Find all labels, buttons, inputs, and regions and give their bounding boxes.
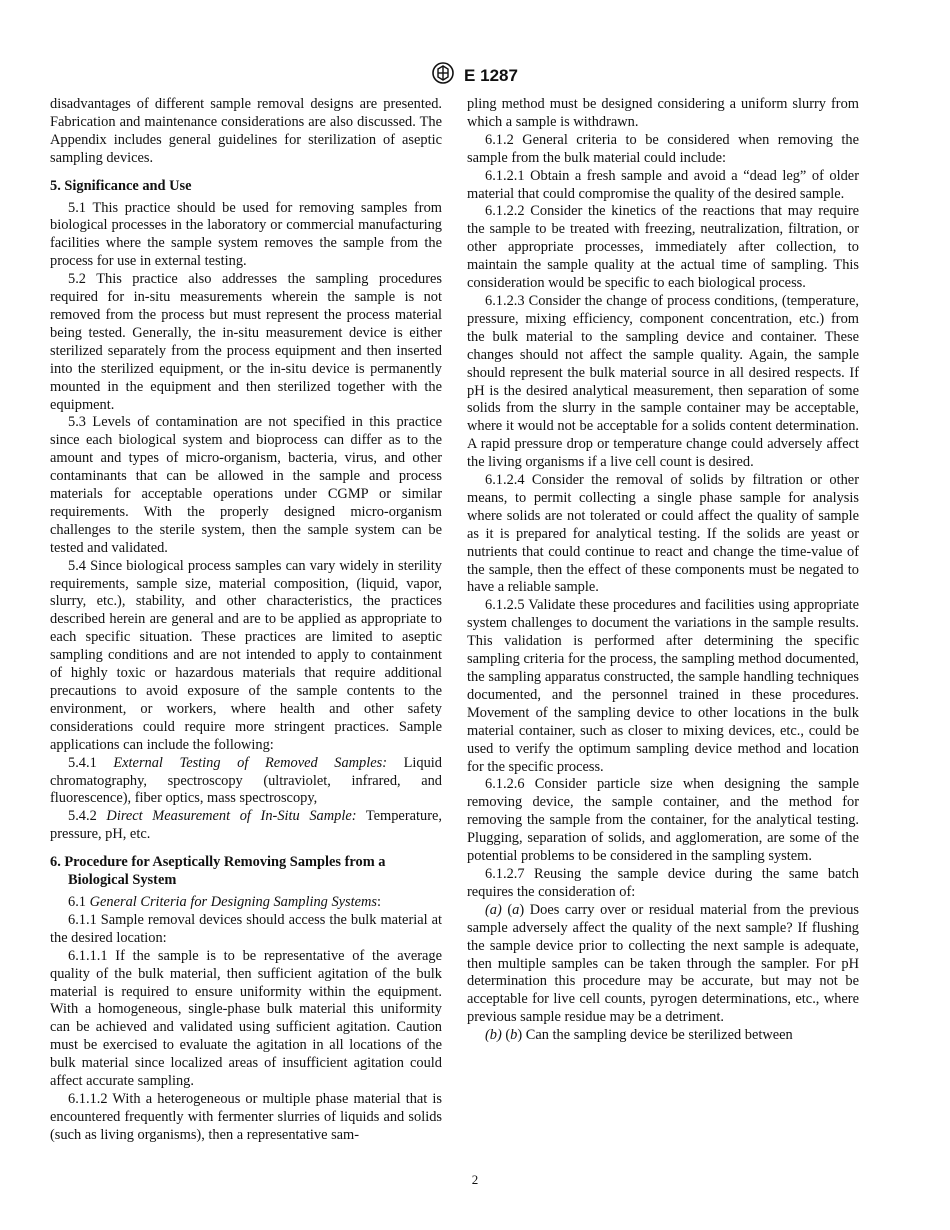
item-label: (a): [485, 901, 502, 918]
paragraph-6-1-2-5: 6.1.2.5 Validate these procedures and facilities using appropriate system challenges to document the variations in the sample results. This validation is performed after determining the specific sampling criteria for the process, the sampling method documented, the sampling apparatus constructed, the sample handling techniques documented, and the personnel trained in these procedures. Movement of the sampling device to other locations in the bulk material container, such as closer to mixing devices, etc., could be used to verify the optimum sampling device method and location for the specific process.: [467, 597, 859, 775]
item-text: Can the sampling device be sterilized between: [525, 1027, 793, 1044]
paragraph-5-4: 5.4 Since biological process samples can vary widely in sterility requirements, sample size, material composition, (liquid, vapor, slurry, etc.), stability, and other characteristics, the practices described herein are general and are to be applied as appropriate to each specific situation. These practices are limited to aseptic sampling conditions and are not intended to apply to containment of highly toxic or hazardous materials that require additional precautions to avoid exposure of the sample contents to the environment, or workers, where health and other safety considerations could require more stringent practices. Sample applications can include the following:: [50, 557, 442, 753]
item-label-inner: a: [512, 901, 520, 918]
item-label-inner: b: [510, 1027, 518, 1044]
italic-title: Direct Measurement of In-Situ Sample:: [106, 808, 357, 825]
right-column: [467, 96, 859, 1045]
section-6-heading: 6. Procedure for Aseptically Removing Samples from a Biological System: [50, 854, 386, 889]
intro-paragraph: disadvantages of different sample removal designs are presented. Fabrication and maintenance considerations are also discussed. The Appendix includes general guidelines for sterilization of aseptic sampling devices.: [50, 96, 442, 166]
left-column: [50, 96, 442, 1145]
paragraph-5-4-1: [50, 755, 442, 809]
section-5-heading: 5. Significance and Use: [50, 177, 192, 194]
paragraph-6-1-2-7: 6.1.2.7 Reusing the sample device during the same batch requires the consideration of:: [467, 865, 859, 900]
body-text: Temperature, pressure, pH, etc.: [50, 808, 442, 843]
item-b: (b) (b) Can the sampling device be sterilized between: [485, 1027, 793, 1044]
paragraph-6-1-1-1: 6.1.1.1 If the sample is to be representative of the average quality of the bulk material, then sufficient agitation of the bulk material is required to ensure uniformity within the equipment. With a homogeneous, single-phase bulk material this uniformity can be achieved and validated using sufficient agitation. Caution must be exercised to evaluate the agitation in all locations of the bulk material since localized areas of insufficient agitation could affect accurate sampling.: [50, 947, 442, 1090]
number: 5.4.2: [68, 808, 97, 825]
paragraph-6-1-2-6: 6.1.2.6 Consider particle size when designing the sample removing device, the sample container, and the method for removing the sample from the container, for the analytical testing. Plugging, separation of solids, and agglomeration, are some of the potential problems to be considered in the sampling system.: [467, 776, 859, 865]
colon: :: [377, 893, 382, 910]
number: 5.4.1: [68, 754, 97, 771]
body-text: Liquid chromatography, spectroscopy (ultraviolet, infrared, and fluorescence), fiber optics, mass spectroscopy,: [50, 754, 442, 807]
paragraph-5-3: 5.3 Levels of contamination are not specified in this practice since each biological system and bioprocess can differ as to the amount and types of micro-organism, bacteria, virus, and other contaminants that can be allowed in the sample and process materials for acceptable operations under CGMP or similar requirements. With the properly designed micro-organism challenges to the sterile system, then the sample system can be tested and validated.: [50, 414, 442, 556]
italic-title: External Testing of Removed Samples:: [113, 754, 388, 771]
paragraph-6-1-2-3: 6.1.2.3 Consider the change of process conditions, (temperature, pressure, mixing efficiency, component concentration, etc.) from the bulk material to the sampling device and container. These changes should not affect the sample quality. Again, the sample should represent the bulk material source in all desired respects. If pH is the desired analytical measurement, then separation of some solids from the slurry in the sample container may be acceptable, where it would not be acceptable for a solids content determination. A rapid pressure drop or temperature change could adversely affect the living organisms if a live cell count is desired.: [467, 292, 859, 471]
number: 6.1: [68, 893, 86, 910]
paragraph-5-2: 5.2 This practice also addresses the sampling procedures required for in-situ measurements wherein the sample is not removed from the process but must represent the process material being tested. Generally, the in-situ measurement device is either sterilized separately from the process equipment and then inserted into the sterilized equipment, or the in-situ device is permanently mounted in the equipment and then sterilized together with the equipment.: [50, 271, 442, 413]
page-number: 2: [471, 1172, 479, 1187]
paragraph-6-1-2-1: 6.1.2.1 Obtain a fresh sample and avoid a “dead leg” of older material that could compromise the quality of the desired sample.: [467, 167, 859, 202]
paragraph-5-1: 5.1 This practice should be used for removing samples from biological processes in the laboratory or commercial manufacturing facilities where the sample system removes the sample from the process for use in external testing.: [50, 199, 442, 270]
page-header: [0, 62, 950, 89]
paragraph-5-4-2: [50, 808, 442, 844]
item-text: Does carry over or residual material from the previous sample adversely affect the quality of the next sample? If flushing the sample device prior to collecting the next sample is adequate, then multiple samples can be taken through the sampler. For pH determination this procedure may be accurate, but may not be acceptable for live cell counts, pyrogen determinations, etc., where previous sample residue may be a detriment.: [467, 901, 860, 1026]
continued-paragraph: pling method must be designed considering a uniform slurry from which a sample is withdrawn.: [467, 96, 859, 130]
paragraph-6-1-2-4: 6.1.2.4 Consider the removal of solids by filtration or other means, to permit collecting a single phase sample for analysis where solids are not tolerated or could affect the quality of sample as it is prepared for analytical testing. If the solids are yeast or nutrients that could continue to react and change the time-value of the sample, then the effect of these components must be negated to have a reliable sample.: [467, 472, 859, 596]
paragraph-6-1-1-2: 6.1.1.2 With a heterogeneous or multiple phase material that is encountered frequently with fermenter slurries of liquids and solids (such as living organisms), then a representative sam-: [50, 1090, 442, 1143]
item-label: (b): [485, 1027, 502, 1044]
paragraph-6-1-2-2: 6.1.2.2 Consider the kinetics of the reactions that may require the sample to be treated with freezing, neutralization, filtration, or other appropriate processes, immediately after collection, to maintain the sample quality at the actual time of sampling. This consideration would be specific to each biological process.: [467, 203, 859, 292]
paragraph-6-1-1: 6.1.1 Sample removal devices should access the bulk material at the desired location:: [50, 911, 442, 946]
paragraph-6-1: [50, 894, 442, 912]
astm-logo-icon: [432, 62, 454, 89]
standard-designation: E 1287: [464, 65, 518, 85]
italic-title: General Criteria for Designing Sampling Systems: [89, 893, 378, 910]
item-a: (a) (a) Does carry over or residual material from the previous sample adversely affect the quality of the next sample? If flushing the sample device prior to collecting the next sample is adequate, then multiple samples can be taken through the sampler. For pH determination this procedure may be accurate, but may not be acceptable for live cell counts, pyrogen determinations, etc., where previous sample residue may be a detriment.: [467, 901, 860, 1026]
paragraph-6-1-2: 6.1.2 General criteria to be considered when removing the sample from the bulk material could include:: [467, 131, 859, 166]
